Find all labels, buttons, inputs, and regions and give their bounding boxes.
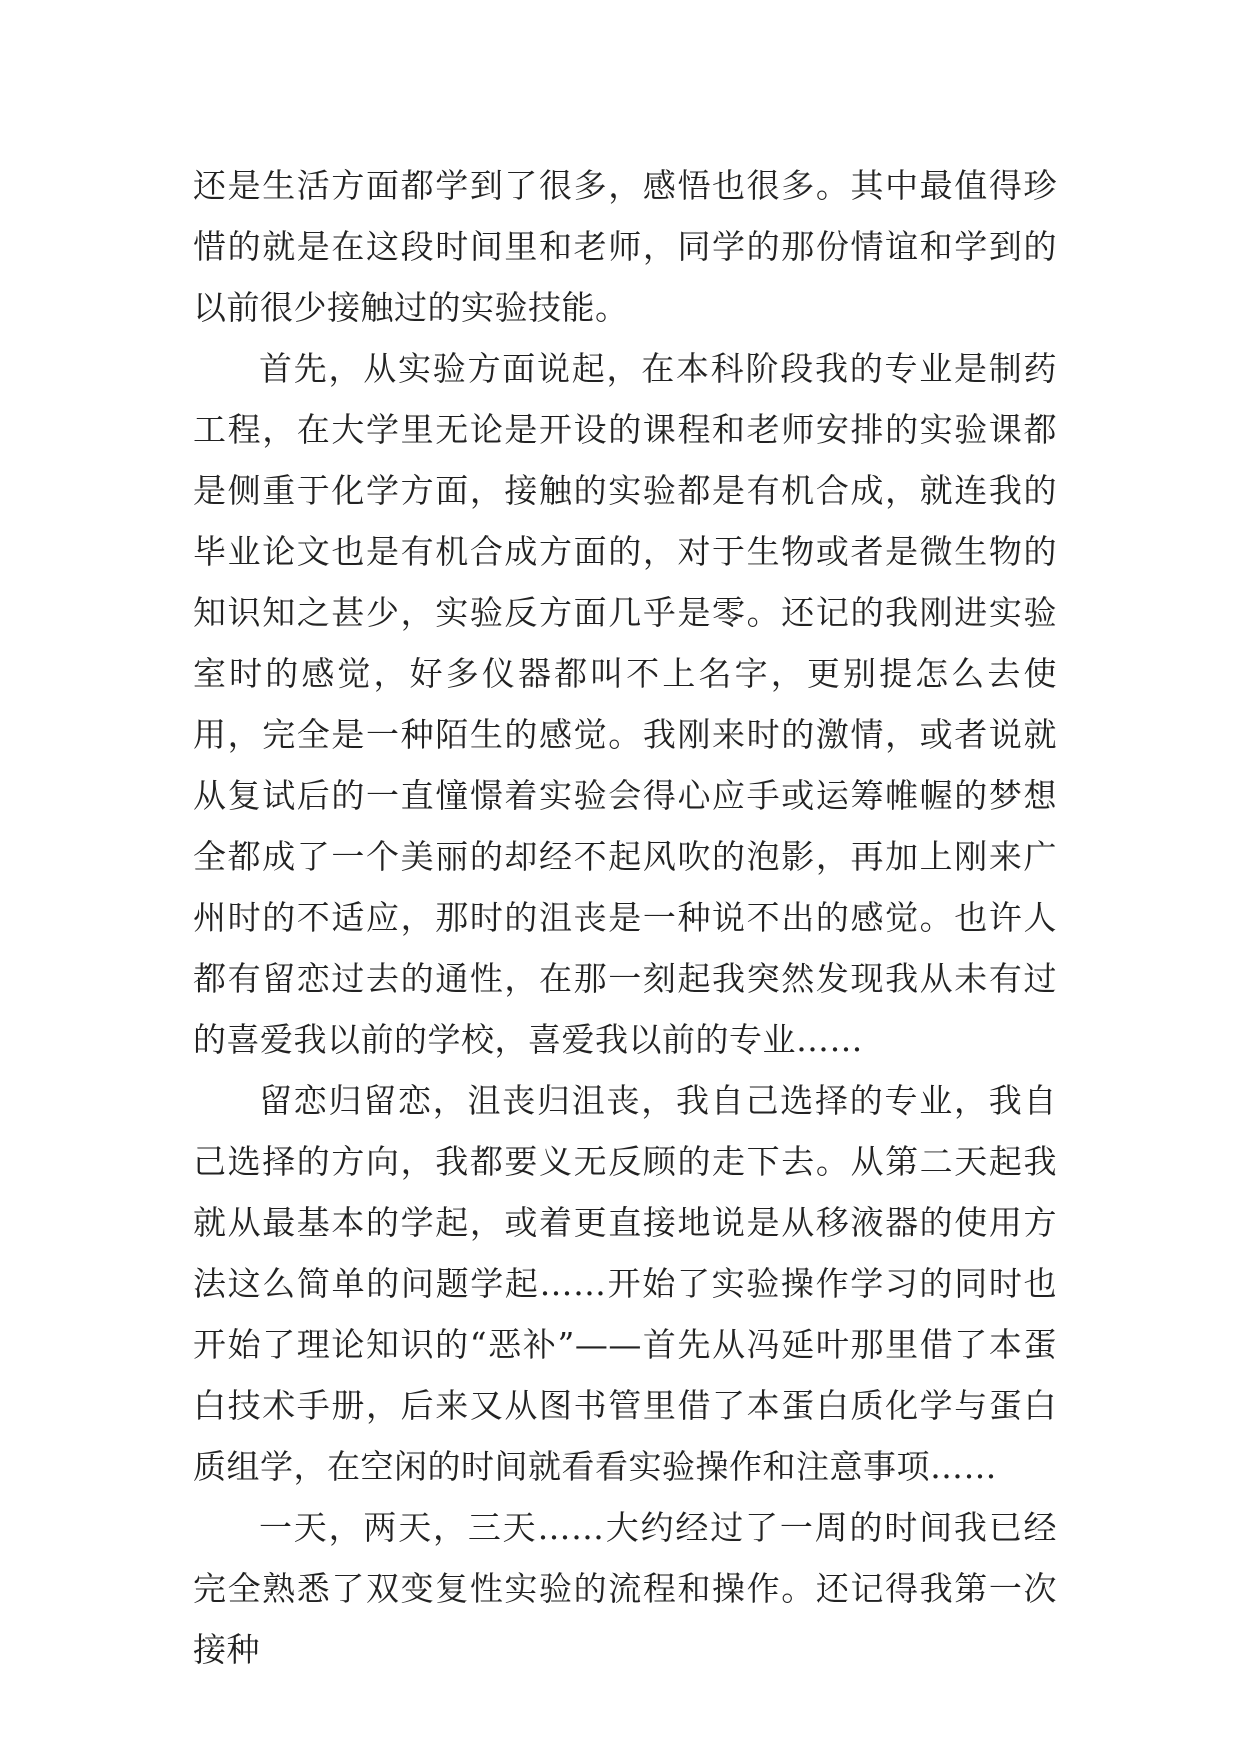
paragraph-2: 首先，从实验方面说起，在本科阶段我的专业是制药工程，在大学里无论是开设的课程和老师安排的实验课都是侧重于化学方面，接触的实验都是有机合成，就连我的毕业论文也是有机合成方面的，对于生物或者是微生物的知识知之甚少，实验反方面几乎是零。还记的我刚进实验室时的感觉，好多仪器都叫不上名字，更别提怎么去使用，完全是一种陌生的感觉。我刚来时的激情，或者说就从复试后的一直憧憬着实验会得心应手或运筹帷幄的梦想全都成了一个美丽的却经不起风吹的泡影，再加上刚来广州时的不适应，那时的沮丧是一种说不出的感觉。也许人都有留恋过去的通性，在那一刻起我突然发现我从未有过的喜爱我以前的学校，喜爱我以前的专业…… (193, 349, 1057, 1059)
paragraph-3: 留恋归留恋，沮丧归沮丧，我自己选择的专业，我自己选择的方向，我都要义无反顾的走下去。从第二天起我就从最基本的学起，或着更直接地说是从移液器的使用方法这么简单的问题学起……开始了实验操作学习的同时也开始了理论知识的“恶补”——首先从冯延叶那里借了本蛋白技术手册，后来又从图书管里借了本蛋白质化学与蛋白质组学，在空闲的时间就看看实验操作和注意事项…… (193, 1081, 1057, 1486)
paragraph-1: 还是生活方面都学到了很多，感悟也很多。其中最值得珍惜的就是在这段时间里和老师，同学的那份情谊和学到的以前很少接触过的实验技能。 (193, 166, 1057, 327)
document-body (193, 155, 1057, 1680)
paragraph-4: 一天，两天，三天……大约经过了一周的时间我已经完全熟悉了双变复性实验的流程和操作。还记得我第一次接种 (193, 1508, 1057, 1669)
